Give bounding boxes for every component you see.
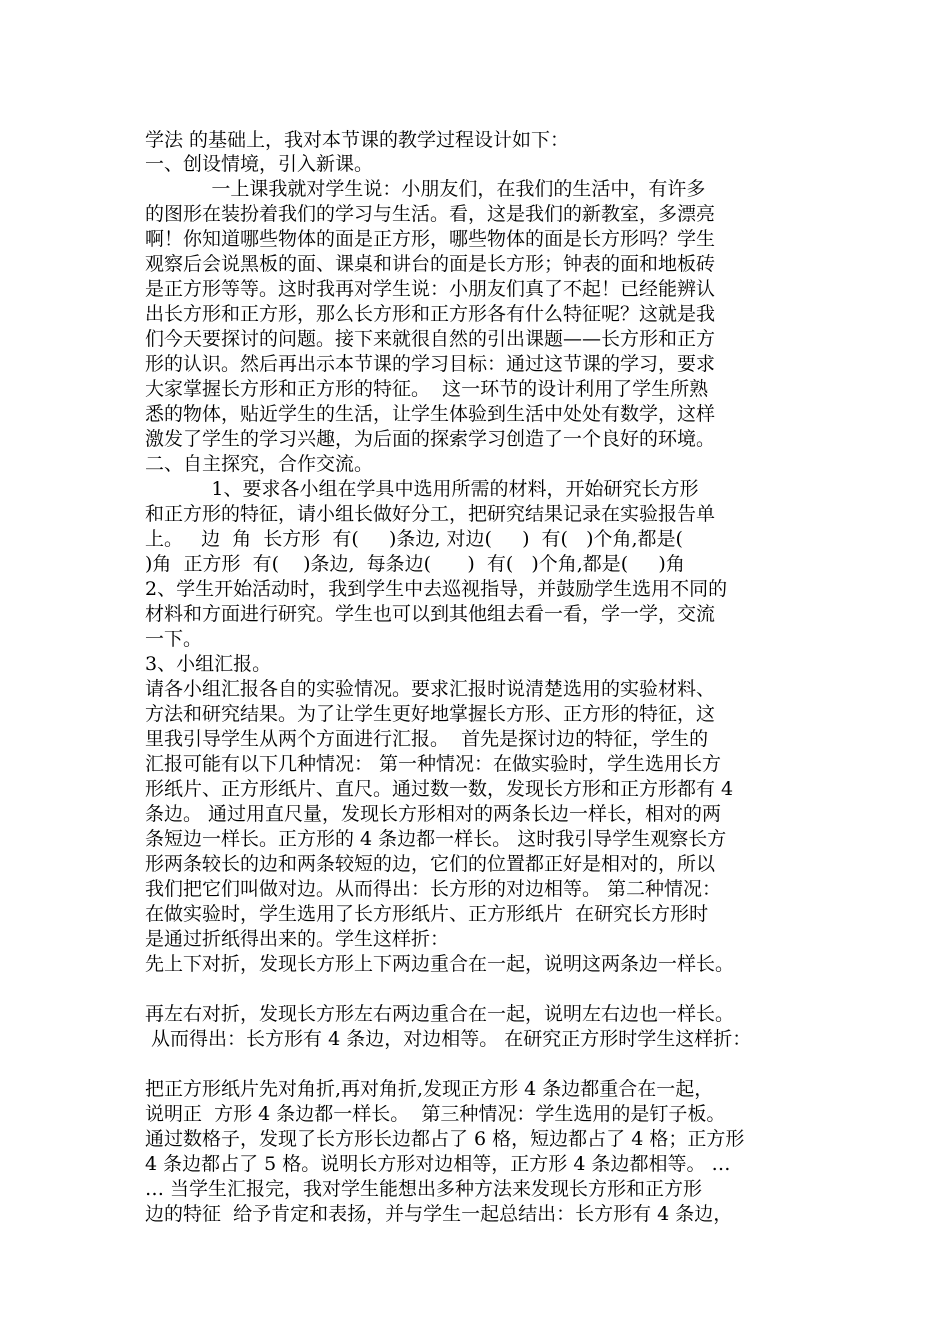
text-line: 一上课我就对学生说：小朋友们，在我们的生活中，有许多 xyxy=(145,178,706,200)
text-line: 条短边一样长。正方形的 4 条边都一样长。 这时我引导学生观察长方 xyxy=(145,828,727,850)
text-line: 形纸片、正方形纸片、直尺。通过数一数，发现长方形和正方形都有 4 xyxy=(145,778,734,800)
text-line: 材料和方面进行研究。学生也可以到其他组去看一看，学一学，交流 xyxy=(145,603,716,625)
text-line: 汇报可能有以下几种情况： 第一种情况：在做实验时，学生选用长方 xyxy=(145,753,722,775)
text-line: 1、要求各小组在学具中选用所需的材料，开始研究长方形 xyxy=(145,478,699,500)
text-line: 说明正 方形 4 条边都一样长。 第三种情况：学生选用的是钉子板。 xyxy=(145,1103,726,1125)
text-line: 大家掌握长方形和正方形的特征。 这一环节的设计利用了学生所熟 xyxy=(145,378,709,400)
text-line: … 当学生汇报完，我对学生能想出多种方法来发现长方形和正方形 xyxy=(145,1178,703,1200)
text-line: )角 正方形 有( )条边, 每条边( ) 有( )个角,都是( )角 xyxy=(145,553,685,575)
text-line: 是正方形等等。这时我再对学生说：小朋友们真了不起！已经能辨认 xyxy=(145,278,716,300)
section-heading: 3、小组汇报。 xyxy=(145,653,272,675)
text-line: 形的认识。然后再出示本节课的学习目标：通过这节课的学习，要求 xyxy=(145,353,716,375)
text-line: 的图形在装扮着我们的学习与生活。看，这是我们的新教室，多漂亮 xyxy=(145,203,716,225)
text-line: 观察后会说黑板的面、课桌和讲台的面是长方形；钟表的面和地板砖 xyxy=(145,253,716,275)
text-line: 条边。 通过用直尺量，发现长方形相对的两条长边一样长，相对的两 xyxy=(145,803,722,825)
text-line: 请各小组汇报各自的实验情况。要求汇报时说清楚选用的实验材料、 xyxy=(145,678,716,700)
text-line: 边的特征 给予肯定和表扬，并与学生一起总结出：长方形有 4 条边， xyxy=(145,1203,733,1225)
text-line: 方法和研究结果。为了让学生更好地掌握长方形、正方形的特征，这 xyxy=(145,703,716,725)
text-line: 一下。 xyxy=(145,628,203,650)
text-line: 我们把它们叫做对边。从而得出：长方形的对边相等。 第二种情况： xyxy=(145,878,722,900)
text-line: 再左右对折，发现长方形左右两边重合在一起，说明左右边也一样长。 xyxy=(145,1003,735,1025)
text-line: 从而得出：长方形有 4 条边，对边相等。 在研究正方形时学生这样折： xyxy=(145,1028,752,1050)
text-line: 形两条较长的边和两条较短的边，它们的位置都正好是相对的，所以 xyxy=(145,853,716,875)
text-line: 通过数格子，发现了长方形长边都占了 6 格，短边都占了 4 格；正方形 xyxy=(145,1128,745,1150)
section-heading: 一、创设情境，引入新课。 xyxy=(145,153,374,175)
section-heading: 二、自主探究，合作交流。 xyxy=(145,453,374,475)
text-line: 2、学生开始活动时，我到学生中去巡视指导，并鼓励学生选用不同的 xyxy=(145,578,728,600)
text-line: 先上下对折，发现长方形上下两边重合在一起，说明这两条边一样长。 xyxy=(145,953,735,975)
text-line: 和正方形的特征，请小组长做好分工，把研究结果记录在实验报告单 xyxy=(145,503,716,525)
text-line: 上。 边 角 长方形 有( )条边, 对边( ) 有( )个角,都是( xyxy=(145,528,683,550)
text-line: 学法 的基础上，我对本节课的教学过程设计如下： xyxy=(145,129,570,151)
text-line: 啊！你知道哪些物体的面是正方形，哪些物体的面是长方形吗？学生 xyxy=(145,228,716,250)
text-line: 是通过折纸得出来的。学生这样折： xyxy=(145,928,450,950)
text-line: 激发了学生的学习兴趣，为后面的探索学习创造了一个良好的环境。 xyxy=(145,428,716,450)
text-line: 在做实验时，学生选用了长方形纸片、正方形纸片 在研究长方形时 xyxy=(145,903,709,925)
text-line: 里我引导学生从两个方面进行汇报。 首先是探讨边的特征，学生的 xyxy=(145,728,709,750)
text-line: 把正方形纸片先对角折,再对角折,发现正方形 4 条边都重合在一起， xyxy=(145,1078,714,1100)
text-line: 4 条边都占了 5 格。说明长方形对边相等，正方形 4 条边都相等。 … xyxy=(145,1153,731,1175)
text-line: 们今天要探讨的问题。接下来就很自然的引出课题——长方形和正方 xyxy=(145,328,716,350)
text-line: 悉的物体，贴近学生的生活，让学生体验到生活中处处有数学，这样 xyxy=(145,403,716,425)
text-line: 出长方形和正方形，那么长方形和正方形各有什么特征呢？这就是我 xyxy=(145,303,716,325)
